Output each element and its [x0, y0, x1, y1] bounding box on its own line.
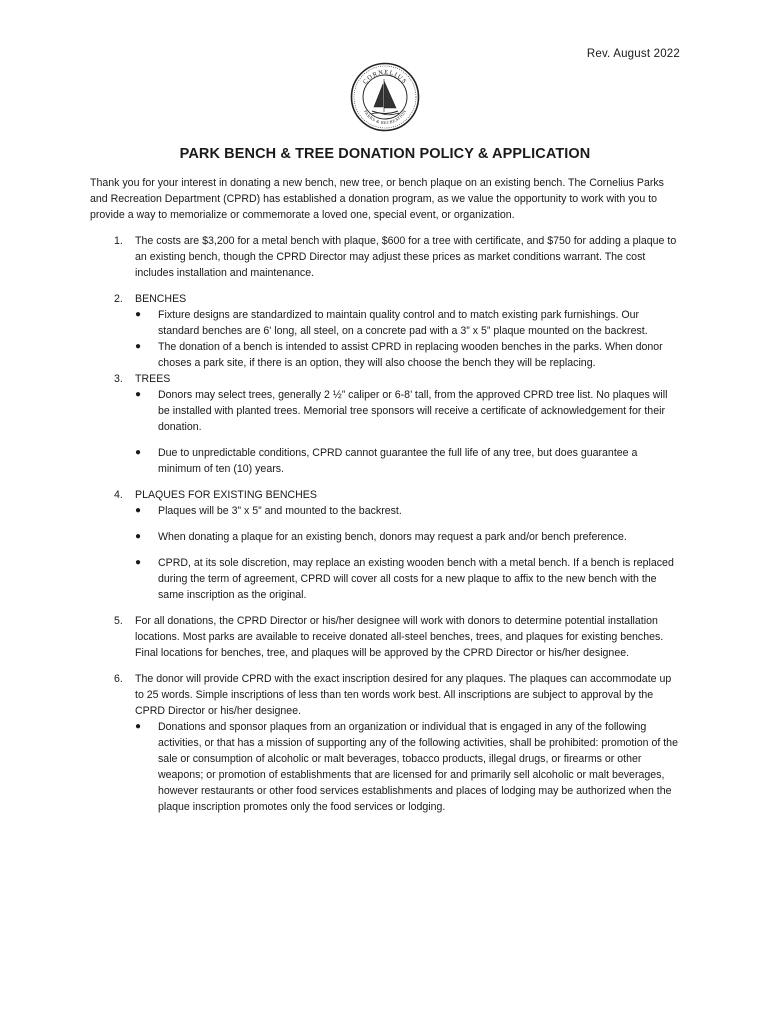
section-heading-plaques: PLAQUES FOR EXISTING BENCHES: [135, 489, 317, 501]
bullet-icon: ●: [135, 389, 142, 400]
bullet-icon: ●: [135, 557, 142, 568]
svg-text:CORNELIUS: CORNELIUS: [361, 68, 409, 86]
item-number: 5.: [114, 615, 123, 627]
bullet-text: Plaques will be 3” x 5” and mounted to the backrest.: [158, 505, 402, 517]
bullet-item: [135, 307, 680, 339]
item-number: 4.: [114, 489, 123, 501]
bullet-text: Fixture designs are standardized to maintain quality control and to match existing park furnishings. Our standard benches are 6' long, all steel, on a concrete pad with a 3” x 5” plaque mounted on the backrest.: [158, 309, 648, 337]
policy-item-1: [90, 233, 680, 281]
bullet-text: Donations and sponsor plaques from an organization or individual that is engaged in any of the following activities, or that has a mission of supporting any of the following activities, shall be prohibited: promotion of the sale or consumption of alcoholic or malt beverages, tobacco products, illegal drugs, or firearms or other weapons; or promotion of establishments that are licensed for and primarily sell alcoholic or malt beverages, however restaurants or other food services establishments and places of lodging may be authorized when the plaque inscription promotes only the food services or lodging.: [158, 721, 678, 813]
policy-item-5: [90, 613, 680, 661]
intro-paragraph: Thank you for your interest in donating a new bench, new tree, or bench plaque on an existing bench. The Cornelius Parks and Recreation Department (CPRD) has established a donation program, as we value the opportunity to work with you to provide a way to memorialize or commemorate a loved one, special event, or organization.: [90, 177, 664, 221]
item-number: 6.: [114, 673, 123, 685]
item-number: 1.: [114, 235, 123, 247]
bullet-item: [135, 719, 680, 815]
bullet-icon: ●: [135, 505, 142, 516]
item-number: 3.: [114, 373, 123, 385]
bullet-item: [135, 339, 680, 371]
bullet-icon: ●: [135, 341, 142, 352]
bullet-text: When donating a plaque for an existing bench, donors may request a park and/or bench preference.: [158, 531, 627, 543]
policy-item-6: [90, 671, 680, 815]
policy-item-2: [90, 291, 680, 371]
svg-text:PARKS & RECREATION: PARKS & RECREATION: [362, 109, 408, 126]
item-text: The costs are $3,200 for a metal bench with plaque, $600 for a tree with certificate, and $750 for adding a plaque to an existing bench, though the CPRD Director may adjust these prices as market conditions warrant. The cost includes installation and maintenance.: [135, 235, 677, 279]
bullet-text: The donation of a bench is intended to assist CPRD in replacing wooden benches in the parks. When donor choses a park site, if there is an option, they will also choose the bench they will be replacing.: [158, 341, 663, 369]
item-text: For all donations, the CPRD Director or his/her designee will work with donors to determine potential installation locations. Most parks are available to receive donated all-steel benches, trees, and plaques for existing benches. Final locations for benches, tree, and plaques will be approved by the CPRD Director or his/her designee.: [135, 615, 664, 659]
bullet-item: [135, 445, 680, 477]
bullet-icon: ●: [135, 447, 142, 458]
bullet-item: [135, 529, 680, 545]
bullet-text: Due to unpredictable conditions, CPRD cannot guarantee the full life of any tree, but does guarantee a minimum of ten (10) years.: [158, 447, 638, 475]
section-heading-trees: TREES: [135, 373, 171, 385]
cornelius-seal-logo: [350, 62, 420, 132]
document-title: PARK BENCH & TREE DONATION POLICY & APPLICATION: [179, 146, 591, 162]
bullet-item: [135, 555, 680, 603]
bullet-item: [135, 503, 680, 519]
bullet-icon: ●: [135, 721, 142, 732]
item-number: 2.: [114, 293, 123, 305]
bullet-item: [135, 387, 680, 435]
bullet-icon: ●: [135, 531, 142, 542]
bullet-text: Donors may select trees, generally 2 ½” caliper or 6-8’ tall, from the approved CPRD tree list. No plaques will be installed with planted trees. Memorial tree sponsors will receive a certificate of acknowledgement for their donation.: [158, 389, 668, 433]
section-heading-benches: BENCHES: [135, 293, 187, 305]
revision-date: Rev. August 2022: [586, 48, 680, 60]
document-body: [90, 175, 680, 825]
policy-item-3: [90, 371, 680, 477]
item-text: The donor will provide CPRD with the exact inscription desired for any plaques. The plaques can accommodate up to 25 words. Simple inscriptions of less than ten words work best. All inscriptions are subject to approval by the CPRD Director or his/her designee.: [135, 673, 672, 717]
bullet-text: CPRD, at its sole discretion, may replace an existing wooden bench with a metal bench. If a bench is replaced during the term of agreement, CPRD will cover all costs for a new plaque to affix to the new bench with the same inscription as the original.: [158, 557, 674, 601]
bullet-icon: ●: [135, 309, 142, 320]
policy-item-4: [90, 487, 680, 603]
